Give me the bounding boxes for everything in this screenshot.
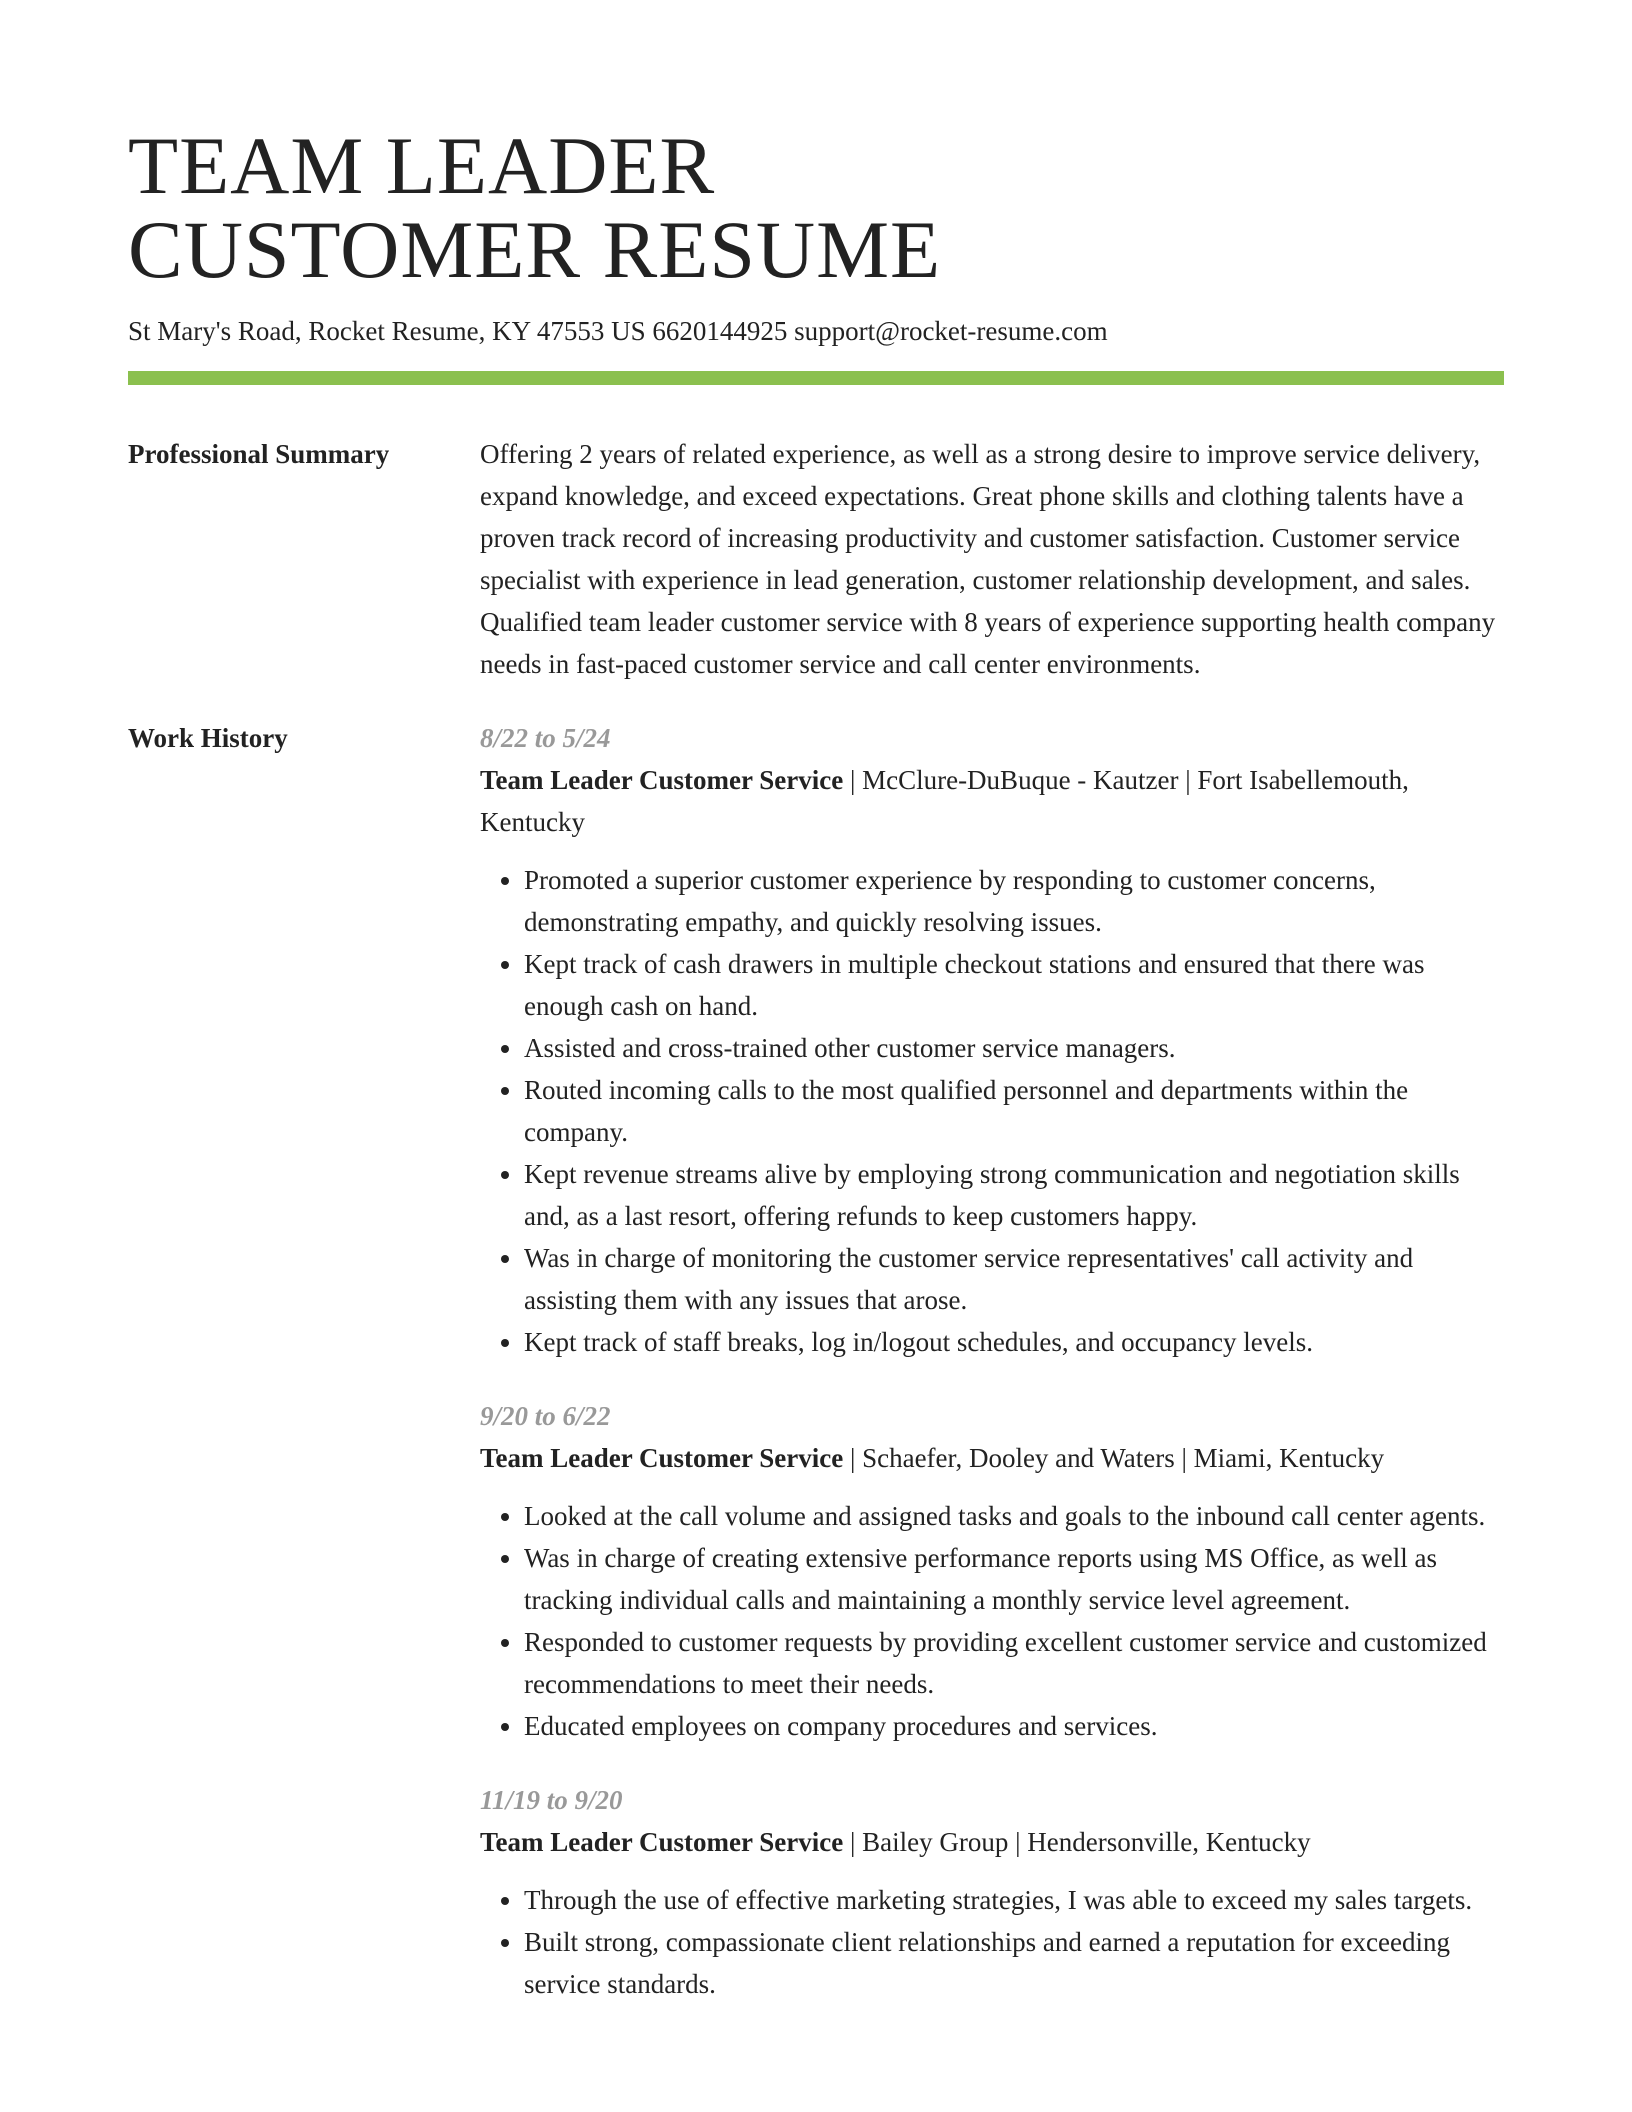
contact-email[interactable]: support@rocket-resume.com — [794, 316, 1108, 346]
job-heading — [480, 759, 1504, 843]
resume-title-line-1: TEAM LEADER — [128, 120, 716, 211]
job-bullet-item: • Was in charge of creating extensive performance reports using MS Office, as well as tracking individual calls and maintaining a monthly service level agreement. — [524, 1537, 1504, 1621]
job-bullet-item: • Was in charge of monitoring the customer service representatives' call activity and assisting them with any issues that arose. — [524, 1237, 1504, 1321]
job-entry — [480, 1395, 1504, 1747]
job-bullet-item: • Through the use of effective marketing strategies, I was able to exceed my sales targets. — [524, 1879, 1504, 1921]
professional-summary-section — [128, 433, 1504, 685]
job-location: | Fort Isabellemouth, Kentucky — [480, 765, 1409, 837]
work-history-section — [128, 717, 1504, 2037]
header-divider — [128, 371, 1504, 385]
job-bullet-item: • Looked at the call volume and assigned tasks and goals to the inbound call center agents. — [524, 1495, 1504, 1537]
section-label-work-history: Work History — [128, 723, 288, 753]
job-heading — [480, 1821, 1504, 1863]
contact-address: St Mary's Road, Rocket Resume, KY 47553 US — [128, 316, 646, 346]
job-bullet-item: • Kept track of staff breaks, log in/logout schedules, and occupancy levels. — [524, 1321, 1504, 1363]
job-bullet-item: • Responded to customer requests by providing excellent customer service and customized recommendations to meet their needs. — [524, 1621, 1504, 1705]
job-bullet-item: • Promoted a superior customer experience by responding to customer concerns, demonstrating empathy, and quickly resolving issues. — [524, 859, 1504, 943]
job-bullet-list — [480, 1879, 1504, 2005]
job-location: | Hendersonville, Kentucky — [1008, 1827, 1310, 1857]
job-dates: 8/22 to 5/24 — [480, 723, 611, 753]
job-company: | Bailey Group — [843, 1827, 1008, 1857]
job-location: | Miami, Kentucky — [1175, 1443, 1384, 1473]
job-title: Team Leader Customer Service — [480, 765, 844, 795]
job-dates: 9/20 to 6/22 — [480, 1401, 611, 1431]
summary-text: Offering 2 years of related experience, as well as a strong desire to improve service delivery, expand knowledge, and exceed expectations. Great phone skills and clothing talents have a proven track record of increasing productivity and customer satisfaction. Customer service specialist with experience in lead generation, customer relationship development, and sales. Qualified team leader customer service with 8 years of experience supporting health company needs in fast-paced customer service and call center environments. — [480, 439, 1496, 679]
job-entry — [480, 717, 1504, 1363]
section-label-summary: Professional Summary — [128, 439, 390, 469]
job-bullet-item: • Assisted and cross-trained other customer service managers. — [524, 1027, 1504, 1069]
job-title: Team Leader Customer Service — [480, 1443, 844, 1473]
job-heading — [480, 1437, 1504, 1479]
job-title: Team Leader Customer Service — [480, 1827, 844, 1857]
job-dates: 11/19 to 9/20 — [480, 1785, 623, 1815]
job-bullet-item: • Routed incoming calls to the most qualified personnel and departments within the company. — [524, 1069, 1504, 1153]
resume-page — [128, 120, 1504, 2037]
work-history-list — [480, 717, 1504, 2037]
resume-title — [128, 120, 1504, 295]
contact-line — [128, 314, 1504, 348]
job-company: | McClure-DuBuque - Kautzer — [843, 765, 1178, 795]
job-bullet-item: • Kept track of cash drawers in multiple checkout stations and ensured that there was enough cash on hand. — [524, 943, 1504, 1027]
job-bullet-list — [480, 859, 1504, 1363]
job-bullet-item: • Kept revenue streams alive by employing strong communication and negotiation skills and, as a last resort, offering refunds to keep customers happy. — [524, 1153, 1504, 1237]
resume-title-line-2: CUSTOMER RESUME — [128, 204, 942, 295]
job-bullet-item: • Built strong, compassionate client relationships and earned a reputation for exceeding service standards. — [524, 1921, 1504, 2005]
job-bullet-item: • Educated employees on company procedures and services. — [524, 1705, 1504, 1747]
job-bullet-list — [480, 1495, 1504, 1747]
job-company: | Schaefer, Dooley and Waters — [843, 1443, 1175, 1473]
contact-phone: 6620144925 — [652, 316, 788, 346]
job-entry — [480, 1779, 1504, 2005]
